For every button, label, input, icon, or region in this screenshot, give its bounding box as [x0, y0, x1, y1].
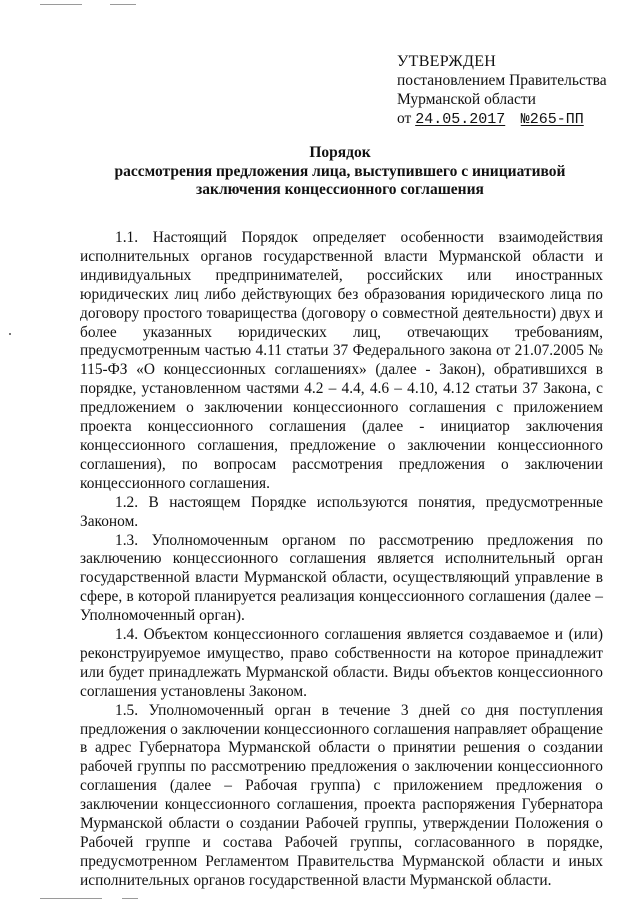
- approval-line-2: Мурманской области: [397, 91, 536, 108]
- heading-line-3: заключения концессионного соглашения: [196, 181, 484, 198]
- scan-dot: [9, 333, 11, 335]
- approval-block: [397, 52, 632, 129]
- document-heading: [90, 144, 590, 200]
- paragraph-1-4: 1.4. Объектом концессионного соглашения является создаваемое и (или) реконструируемое имущество, право собственности на которое принадлежит или будет принадлежать Мурманской области. Виды объектов концессионного соглашения установлены Законом.: [80, 626, 603, 700]
- approval-date-line: [397, 109, 632, 129]
- approval-number: №265-ПП: [520, 111, 584, 128]
- approval-line-1: постановлением Правительства: [397, 72, 607, 89]
- scan-mark-bottom-left: [40, 898, 102, 899]
- scan-mark-top-right: [110, 4, 136, 5]
- heading-line-2: рассмотрения предложения лица, выступившего с инициативой: [114, 162, 566, 180]
- scan-mark-top-left: [40, 4, 82, 5]
- heading-line-1: Порядок: [309, 144, 371, 161]
- paragraph-1-1: 1.1. Настоящий Порядок определяет особенности взаимодействия исполнительных органов государственной власти Мурманской области и индивидуальных предпринимателей, российских или иностранных юридических лиц либо действующих без образования юридического лица по договору простого товарищества (договору о совместной деятельности) двух и более указанных юридических лиц, отвечающих требованиям, предусмотренным частью 4.11 статьи 37 Федерального закона от 21.07.2005 № 115-ФЗ «О концессионных соглашениях» (далее - Закон), обратившихся в порядке, установленном частями 4.2 – 4.4, 4.6 – 4.10, 4.12 статьи 37 Закона, с предложением о заключении концессионного соглашения с приложением проекта концессионного соглашения (далее - инициатор заключения концессионного соглашения, предложение о заключении концессионного соглашения), по вопросам рассмотрения предложения о заключении концессионного соглашения.: [80, 229, 603, 492]
- paragraph-1-2: 1.2. В настоящем Порядке используются понятия, предусмотренные Законом.: [80, 493, 603, 530]
- approval-date: 24.05.2017: [415, 111, 506, 128]
- approval-title: УТВЕРЖДЕН: [397, 53, 497, 70]
- scan-mark-bottom-right: [122, 898, 138, 899]
- paragraph-1-3: 1.3. Уполномоченным органом по рассмотрению предложения по заключению концессионного соглашения является исполнительный орган государственной власти Мурманской области, осуществляющий управление в сфере, в которой планируется реализация концессионного соглашения (далее – Уполномоченный орган).: [80, 531, 603, 625]
- paragraph-1-5: 1.5. Уполномоченный орган в течение 3 дней со дня поступления предложения о заключении концессионного соглашения направляет обращение в адрес Губернатора Мурманской области о принятии решения о создании рабочей группы по рассмотрению предложения о заключении концессионного соглашения (далее – Рабочая группа) с приложением предложения о заключении концессионного соглашения, проекта распоряжения Губернатора Мурманской области о создании Рабочей группы, утверждении Положения о Рабочей группе и состава Рабочей группы, согласованного в порядке, предусмотренном Регламентом Правительства Мурманской области и иных исполнительных органов государственной власти Мурманской области.: [80, 701, 603, 889]
- document-body: [80, 229, 603, 891]
- approval-date-prefix: от: [397, 110, 412, 127]
